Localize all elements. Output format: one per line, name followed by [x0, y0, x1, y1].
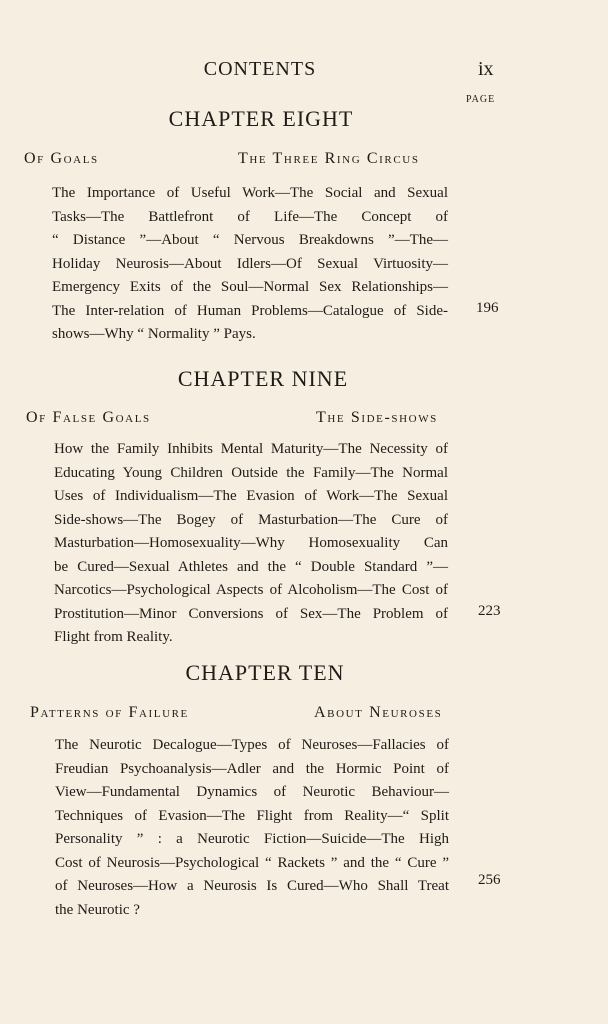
- summary-line: Tasks—The Battlefront of Life—The Concept of: [52, 208, 448, 225]
- chapter-summary: [52, 182, 448, 347]
- chapter-summary: [54, 438, 448, 650]
- summary-line: How the Family Inhibits Mental Maturity—The Necessity of: [54, 441, 448, 457]
- summary-line: Masturbation—Homosexuality—Why Homosexuality Can: [54, 535, 448, 551]
- summary-line: Educating Young Children Outside the Family—The Normal: [54, 464, 448, 481]
- page-column-label: PAGE: [466, 94, 496, 105]
- summary-line: View—Fundamental Dynamics of Neurotic Behaviour—: [55, 784, 449, 800]
- summary-line: be Cured—Sexual Athletes and the “ Double Standard ”—: [54, 558, 448, 575]
- summary-line: Techniques of Evasion—The Flight from Reality—“ Split: [55, 807, 449, 824]
- summary-line: of Neuroses—How a Neurosis Is Cured—Who Shall Treat: [55, 878, 449, 894]
- summary-line: Uses of Individualism—The Evasion of Work—The Sexual: [54, 488, 448, 504]
- summary-line: Holiday Neurosis—About Idlers—Of Sexual Virtuosity—: [52, 255, 448, 272]
- summary-line: shows—Why “ Normality ” Pays.: [52, 326, 256, 342]
- summary-line: Side-shows—The Bogey of Masturbation—The Cure of: [54, 511, 448, 528]
- summary-line: The Importance of Useful Work—The Social and Sexual: [52, 185, 448, 201]
- chapter-page-ref: 256: [478, 872, 501, 888]
- chapter-subtitle-left: Of False Goals: [26, 409, 151, 426]
- summary-line: Emergency Exits of the Soul—Normal Sex Relationships—: [52, 279, 448, 295]
- summary-line: the Neurotic ?: [55, 901, 140, 918]
- summary-line: The Neurotic Decalogue—Types of Neuroses—Fallacies of: [55, 737, 449, 753]
- summary-line: The Inter-relation of Human Problems—Catalogue of Side-: [52, 302, 448, 319]
- chapter-title: CHAPTER EIGHT: [168, 106, 354, 131]
- chapter-page-ref: 223: [478, 603, 501, 619]
- page-number: ix: [478, 58, 494, 80]
- running-head: CONTENTS: [203, 58, 317, 80]
- chapter-page-ref: 196: [476, 300, 499, 316]
- summary-line: “ Distance ”—About “ Nervous Breakdowns ”—The—: [52, 232, 448, 248]
- chapter-title: CHAPTER TEN: [185, 660, 345, 685]
- chapter-subtitle-right: The Three Ring Circus: [238, 150, 420, 167]
- summary-line: Cost of Neurosis—Psychological “ Rackets ” and the “ Cure ”: [55, 854, 449, 871]
- summary-line: Flight from Reality.: [54, 629, 173, 645]
- chapter-subtitle-right: The Side-shows: [316, 409, 438, 426]
- chapter-subtitle-left: Of Goals: [24, 150, 99, 167]
- summary-line: Freudian Psychoanalysis—Adler and the Hormic Point of: [55, 760, 449, 777]
- summary-line: Prostitution—Minor Conversions of Sex—The Problem of: [54, 605, 448, 622]
- summary-line: Narcotics—Psychological Aspects of Alcoholism—The Cost of: [54, 582, 448, 598]
- chapter-subtitle-left: Patterns of Failure: [30, 704, 189, 721]
- summary-line: Personality ” : a Neurotic Fiction—Suicide—The High: [55, 831, 449, 847]
- chapter-title: CHAPTER NINE: [177, 366, 349, 391]
- chapter-subtitle-right: About Neuroses: [314, 704, 443, 721]
- chapter-summary: [55, 734, 449, 922]
